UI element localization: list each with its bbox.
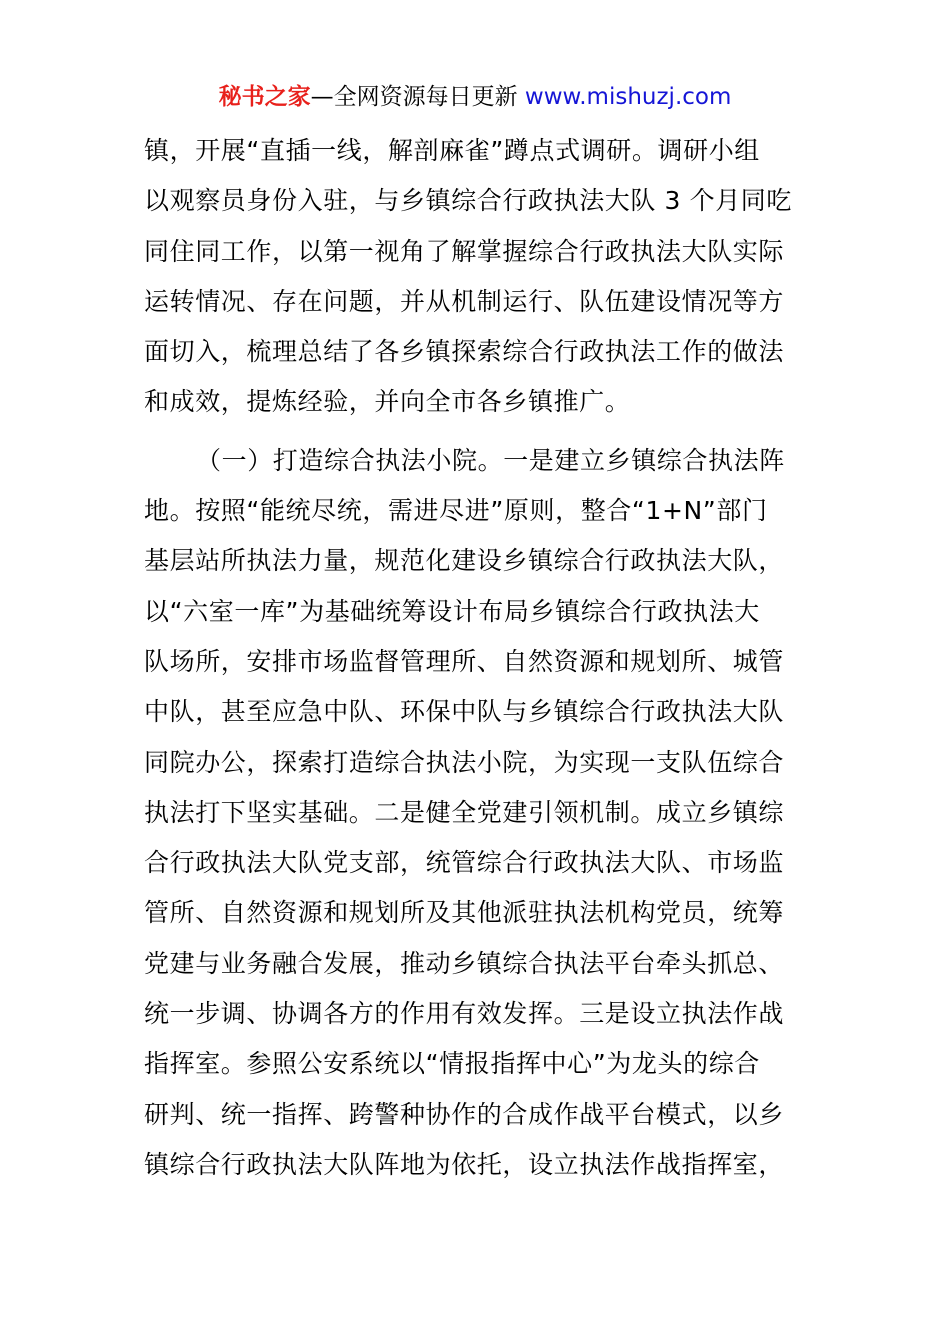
paragraph-spacer: [144, 428, 816, 436]
text-line: 指挥室。参照公安系统以“情报指挥中心”为龙头的综合: [144, 1049, 760, 1079]
site-url-link[interactable]: www.mishuzj.com: [524, 84, 732, 110]
text-line: 以观察员身份入驻，与乡镇综合行政执法大队 3 个月同吃: [144, 186, 793, 216]
text-line: 以“六室一库”为基础统筹设计布局乡镇综合行政执法大: [144, 596, 760, 626]
paragraph-intro: [144, 126, 816, 428]
site-header: [0, 80, 950, 114]
text-line: 执法打下坚实基础。二是健全党建引领机制。成立乡镇综: [144, 797, 785, 827]
text-line: 同院办公，探索打造综合执法小院，为实现一支队伍综合: [144, 747, 785, 777]
site-tagline: —全网资源每日更新: [310, 84, 518, 110]
text-line: 同住同工作，以第一视角了解掌握综合行政执法大队实际: [144, 236, 785, 266]
text-line: 党建与业务融合发展，推动乡镇综合执法平台牵头抓总、: [144, 948, 785, 978]
text-line: 中队，甚至应急中队、环保中队与乡镇综合行政执法大队: [144, 697, 785, 727]
text-line: 地。按照“能统尽统，需进尽进”原则，整合“1+N”部门: [144, 496, 768, 526]
text-line: 合行政执法大队党支部，统管综合行政执法大队、市场监: [144, 848, 785, 878]
text-line: （一）打造综合执法小院。一是建立乡镇综合执法阵: [196, 445, 785, 475]
text-line: 基层站所执法力量，规范化建设乡镇综合行政执法大队，: [144, 546, 785, 576]
text-line: 统一步调、协调各方的作用有效发挥。三是设立执法作战: [144, 999, 785, 1029]
text-line: 镇，开展“直插一线，解剖麻雀”蹲点式调研。调研小组: [144, 136, 760, 165]
document-body: [144, 126, 816, 1190]
text-line: 管所、自然资源和规划所及其他派驻执法机构党员，统筹: [144, 898, 785, 928]
text-line: 运转情况、存在问题，并从机制运行、队伍建设情况等方: [144, 286, 785, 316]
text-line: 镇综合行政执法大队阵地为依托，设立执法作战指挥室，: [144, 1149, 785, 1179]
text-line: 队场所，安排市场监督管理所、自然资源和规划所、城管: [144, 646, 785, 676]
site-brand: 秘书之家: [218, 84, 311, 110]
paragraph-section-one: [144, 436, 816, 1190]
text-line: 和成效，提炼经验，并向全市各乡镇推广。: [144, 387, 631, 417]
text-line: 面切入，梳理总结了各乡镇探索综合行政执法工作的做法: [144, 337, 785, 367]
text-line: 研判、统一指挥、跨警种协作的合成作战平台模式，以乡: [144, 1099, 785, 1129]
